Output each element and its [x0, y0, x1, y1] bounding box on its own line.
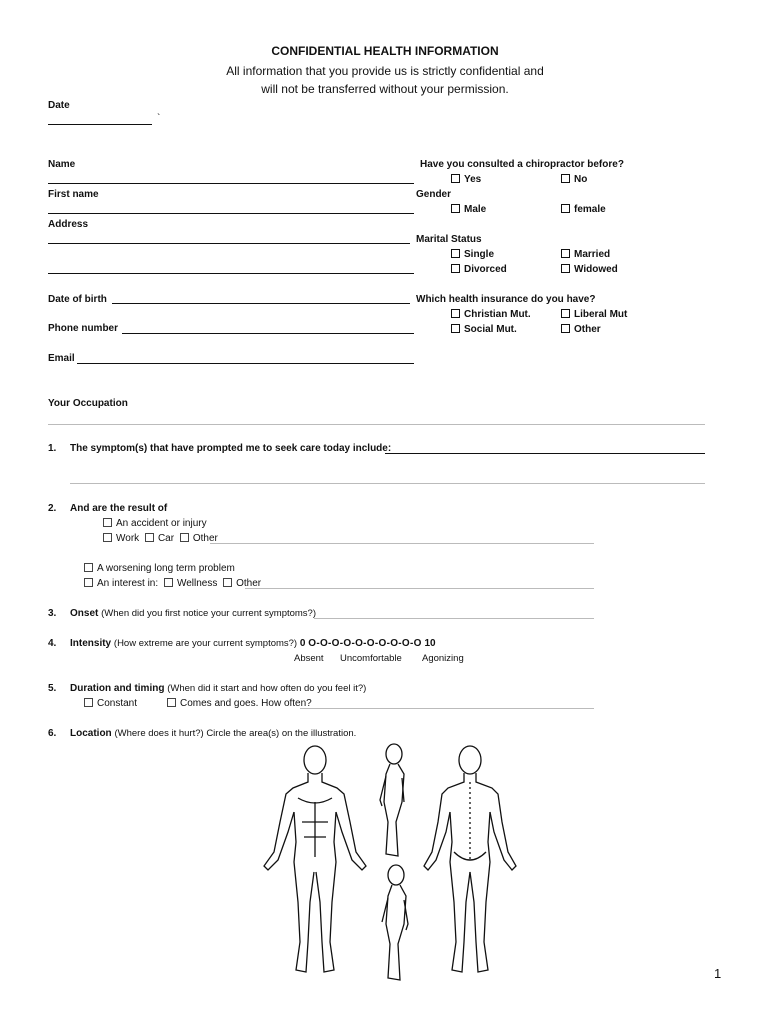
phone-field[interactable] [122, 333, 414, 334]
female-label: female [574, 204, 606, 215]
other-label: Other [574, 324, 601, 335]
scale-absent-label: Absent [294, 653, 324, 664]
other-label: Other [192, 533, 218, 544]
checkbox[interactable] [145, 533, 154, 542]
page-title: CONFIDENTIAL HEALTH INFORMATION [271, 44, 499, 58]
worsening-label: A worsening long term problem [97, 563, 235, 574]
dob-field[interactable] [112, 303, 410, 304]
checkbox[interactable] [561, 324, 570, 333]
duration-label: Duration and timing [70, 683, 165, 694]
checkbox[interactable] [561, 174, 570, 183]
checkbox[interactable] [164, 578, 173, 587]
body-side-illustration[interactable] [372, 742, 417, 865]
address-field-2[interactable] [48, 273, 414, 274]
gender-male-option[interactable] [451, 204, 486, 215]
checkbox[interactable] [223, 578, 232, 587]
q2-worsening-option[interactable] [84, 563, 235, 574]
checkbox[interactable] [84, 563, 93, 572]
q3-row [70, 608, 316, 619]
q1-text: The symptom(s) that have prompted me to seek care today include: [70, 443, 392, 454]
married-label: Married [574, 249, 611, 260]
widowed-label: Widowed [574, 264, 618, 275]
checkbox[interactable] [167, 698, 176, 707]
page-number: 1 [714, 966, 722, 981]
scale-start: 0 [299, 638, 306, 649]
q2-accident-option[interactable] [103, 518, 207, 529]
email-label: Email [48, 353, 75, 364]
insurance-christian-option[interactable] [451, 309, 531, 320]
body-back-illustration[interactable] [420, 742, 520, 985]
checkbox[interactable] [451, 324, 460, 333]
email-field[interactable] [77, 363, 414, 364]
checkbox[interactable] [561, 264, 570, 273]
intensity-text: (How extreme are your current symptoms?) [113, 638, 298, 649]
accident-label: An accident or injury [116, 518, 207, 529]
dob-label: Date of birth [48, 294, 107, 305]
q3-number: 3. [48, 608, 57, 619]
insurance-liberal-option[interactable] [561, 309, 627, 320]
occupation-field[interactable] [48, 424, 705, 425]
q6-row [70, 728, 356, 739]
first-name-field[interactable] [48, 213, 414, 214]
q2-number: 2. [48, 503, 57, 514]
divorced-label: Divorced [464, 264, 507, 275]
location-text: (Where does it hurt?) Circle the area(s) on the illustration. [114, 728, 357, 739]
checkbox[interactable] [451, 204, 460, 213]
q5-row [70, 683, 366, 694]
interest-label: An interest in: [97, 578, 159, 589]
subtitle-line-1: All information that you provide us is strictly confidential and [226, 64, 544, 78]
q4-row [70, 638, 436, 649]
checkbox[interactable] [84, 698, 93, 707]
q5-constant-option[interactable] [84, 698, 137, 709]
checkbox[interactable] [451, 309, 460, 318]
gender-female-option[interactable] [561, 204, 606, 215]
checkbox[interactable] [451, 249, 460, 258]
checkbox[interactable] [180, 533, 189, 542]
q3-field[interactable] [314, 618, 594, 619]
checkbox[interactable] [561, 309, 570, 318]
name-label: Name [48, 159, 76, 170]
wellness-label: Wellness [176, 578, 218, 589]
comes-goes-label: Comes and goes. How often? [180, 698, 312, 709]
marital-married-option[interactable] [561, 249, 610, 260]
onset-text: (When did you first notice your current symptoms?) [101, 608, 317, 619]
date-label: Date [48, 100, 70, 111]
social-label: Social Mut. [464, 324, 517, 335]
constant-label: Constant [97, 698, 138, 709]
car-label: Car [157, 533, 175, 544]
male-label: Male [464, 204, 487, 215]
intensity-label: Intensity [70, 638, 112, 649]
marital-status-label: Marital Status [416, 234, 482, 245]
phone-label: Phone number [48, 323, 119, 334]
insurance-social-option[interactable] [451, 324, 517, 335]
checkbox[interactable] [103, 518, 112, 527]
work-label: Work [116, 533, 140, 544]
intensity-scale[interactable]: O-O-O-O-O-O-O-O-O-O [308, 638, 422, 649]
insurance-other-option[interactable] [561, 324, 601, 335]
first-name-label: First name [48, 189, 99, 200]
gender-label: Gender [416, 189, 452, 200]
subtitle-line-2: will not be transferred without your permission. [261, 82, 509, 96]
q1-field-2[interactable] [70, 483, 705, 484]
duration-text: (When did it start and how often do you feel it?) [167, 683, 367, 694]
chiro-yes-label: Yes [464, 174, 482, 185]
q2-text: And are the result of [70, 503, 168, 514]
body-side-illustration-2[interactable] [376, 864, 416, 987]
scale-uncomfortable-label: Uncomfortable [340, 653, 402, 664]
marital-divorced-option[interactable] [451, 264, 507, 275]
q2-interest-field[interactable] [245, 588, 594, 589]
marital-widowed-option[interactable] [561, 264, 618, 275]
q1-number: 1. [48, 443, 57, 454]
christian-label: Christian Mut. [464, 309, 531, 320]
q1-field[interactable] [385, 453, 705, 454]
date-mark: ` [157, 113, 161, 124]
onset-label: Onset [70, 608, 99, 619]
occupation-label: Your Occupation [48, 398, 128, 409]
q5-number: 5. [48, 683, 57, 694]
chiropractor-question: Have you consulted a chiropractor before? [420, 159, 624, 170]
address-label: Address [48, 219, 89, 230]
q2-interest-row [84, 578, 261, 589]
other2-label: Other [236, 578, 262, 589]
checkbox[interactable] [561, 204, 570, 213]
q5-field[interactable] [300, 708, 594, 709]
date-field[interactable] [48, 124, 152, 125]
q5-comes-option[interactable] [167, 698, 312, 709]
insurance-question: Which health insurance do you have? [416, 294, 596, 305]
marital-single-option[interactable] [451, 249, 494, 260]
scale-agonizing-label: Agonizing [422, 653, 464, 664]
scale-end: 10 [424, 638, 436, 649]
location-label: Location [70, 728, 112, 739]
address-field-1[interactable] [48, 243, 410, 244]
checkbox[interactable] [84, 578, 93, 587]
name-field[interactable] [48, 183, 414, 184]
checkbox[interactable] [103, 533, 112, 542]
checkbox[interactable] [561, 249, 570, 258]
q6-number: 6. [48, 728, 57, 739]
single-label: Single [464, 249, 495, 260]
liberal-label: Liberal Mut [574, 309, 628, 320]
chiro-yes-option[interactable] [451, 174, 481, 185]
q2-work-car-other [103, 533, 218, 544]
checkbox[interactable] [451, 264, 460, 273]
q4-number: 4. [48, 638, 57, 649]
chiro-no-label: No [574, 174, 588, 185]
checkbox[interactable] [451, 174, 460, 183]
chiro-no-option[interactable] [561, 174, 587, 185]
body-front-illustration[interactable] [258, 742, 373, 985]
q2-other-field[interactable] [210, 543, 594, 544]
